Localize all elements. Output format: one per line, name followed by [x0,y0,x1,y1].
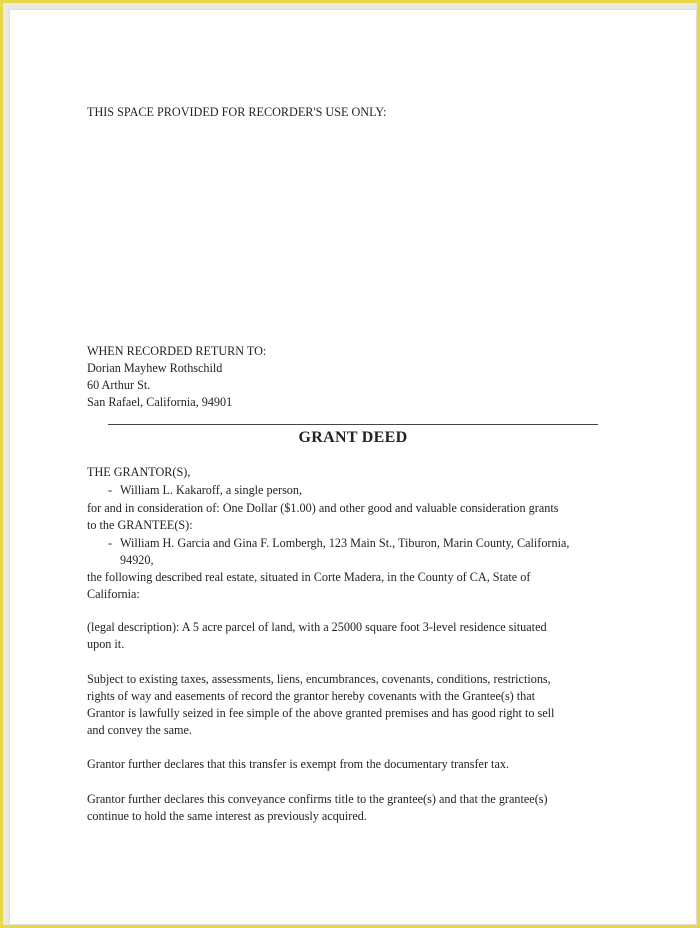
return-to-city: San Rafael, California, 94901 [87,395,233,409]
property-line1: the following described real estate, situated in Corte Madera, in the County of CA, State of [87,570,531,584]
return-to-street: 60 Arthur St. [87,378,151,392]
grantor-party: William L. Kakaroff, a single person, [120,483,303,497]
subject-line1: Subject to existing taxes, assessments, liens, encumbrances, covenants, conditions, restrictions, [87,672,551,686]
legal-line1: (legal description): A 5 acre parcel of land, with a 25000 square foot 3-level residence situated [87,620,547,634]
confirms-line1: Grantor further declares this conveyance confirms title to the grantee(s) and that the grantee(s) [87,792,548,806]
grantee-bullet: - [108,536,113,550]
title-divider [108,424,598,425]
property-line2: California: [87,587,140,601]
grantee-line1: William H. Garcia and Gina F. Lombergh, 123 Main St., Tiburon, Marin County, California, [120,536,570,550]
page-title: GRANT DEED [298,429,408,446]
return-to-heading: WHEN RECORDED RETURN TO: [87,344,267,358]
confirms-line2: continue to hold the same interest as previously acquired. [87,809,367,823]
return-to-name: Dorian Mayhew Rothschild [87,361,223,375]
consideration-line1: for and in consideration of: One Dollar ($1.00) and other good and valuable consideration grants [87,501,559,515]
grantor-heading: THE GRANTOR(S), [87,465,191,479]
exempt-statement: Grantor further declares that this transfer is exempt from the documentary transfer tax. [87,757,509,771]
subject-line2: rights of way and easements of record the grantor hereby covenants with the Grantee(s) that [87,689,536,703]
recorder-note: THIS SPACE PROVIDED FOR RECORDER'S USE ONLY: [87,105,387,119]
legal-line2: upon it. [87,637,125,651]
grantee-line2: 94920, [120,553,154,567]
subject-line4: and convey the same. [87,723,192,737]
consideration-line2: to the GRANTEE(S): [87,518,193,532]
grantor-bullet: - [108,483,113,497]
subject-line3: Grantor is lawfully seized in fee simple of the above granted premises and has good right to sell [87,706,555,720]
deed-page [10,10,696,924]
